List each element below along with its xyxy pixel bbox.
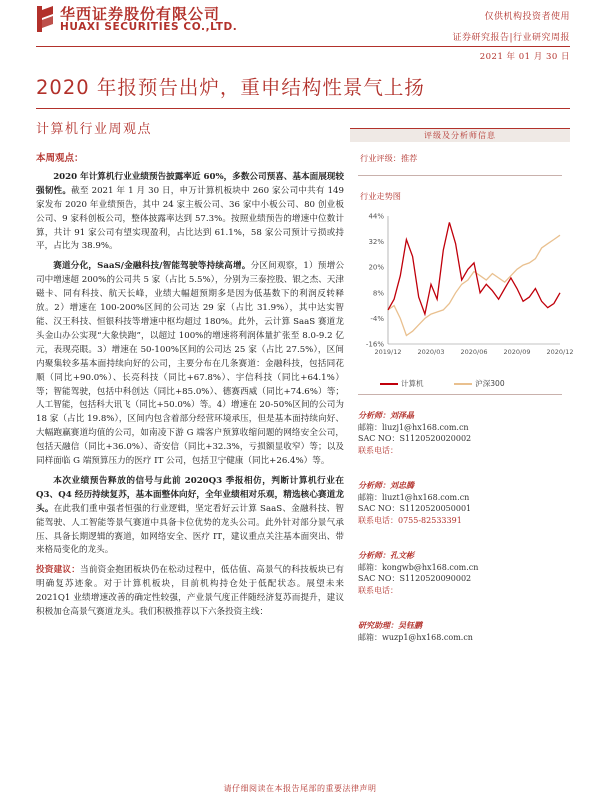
paragraph-4 [36,564,344,620]
company-name-en: HUAXI SECURITIES CO.,LTD. [60,21,238,33]
section-title: 本周观点： [36,153,84,164]
main-text-column [36,152,344,620]
industry-rating: 行业评级：推荐 [360,153,418,163]
x-tick-label: 2019/12 [374,348,402,356]
y-tick-label: 8% [372,289,384,298]
title-divider [36,108,570,109]
analyst-block [358,550,563,596]
x-tick-label: 2020/03 [417,348,445,356]
legend-label-computer: 计算机 [401,379,424,388]
paragraph-1-lead: 2020 年计算机行业业绩预告披露率近 60%，多数公司预喜、基本面展现较强韧性。 [36,171,344,196]
y-tick-label: -16% [365,340,384,349]
investment-advice-label: 投资建议： [36,565,81,576]
paragraph-2-lead: 赛道分化，SaaS/金融科技/智能驾驶等持续高增。 [53,261,251,272]
legend-swatch-hs300 [454,383,472,385]
paragraph-4-body: 当前资金抱团板块仍在松动过程中，低估值、高景气的科技板块已有明确复苏迹象。对于计算机板块，目前机构持仓处于低配状态。展望未来 2021Q1 业绩增速改善的确定性较强，产业景气度正伴随经济复苏而提升，建议积极加仓高景气赛道龙头。我们积极推荐以下六条投资主线： [36,565,344,618]
report-subtitle: 计算机行业周观点 [36,122,153,137]
analyst-email: 邮箱：wuzp1@hx168.com.cn [358,632,473,642]
analyst-block [358,480,563,526]
analyst-phone: 联系电话： [358,585,398,595]
analyst-name: 分析师：孔文彬 [358,550,414,560]
analyst-block [358,410,563,456]
trend-chart-label: 行业走势图 [360,191,401,201]
paragraph-1 [36,171,344,254]
paragraph-3 [36,475,344,558]
analyst-phone: 联系电话： [358,445,398,455]
info-header: 评级及分析师信息 [350,128,570,142]
analyst-sac: SAC NO：S1120520020002 [358,434,472,443]
legend-label-hs300: 沪深300 [475,379,505,388]
legal-notice-footer: 请仔细阅读在本报告尾部的重要法律声明 [223,784,377,793]
industry-trend-chart [354,208,574,368]
chart-divider [358,394,562,395]
report-type-tag: 证券研究报告|行业研究周报 [452,33,570,43]
y-tick-label: -4% [370,314,384,323]
x-tick-label: 2020/06 [460,348,488,356]
company-logo-icon [36,4,54,34]
header-divider [36,46,570,47]
analyst-email: 邮箱：liuzj1@hx168.com.cn [358,422,469,432]
analyst-sac: SAC NO：S1120520090002 [358,574,472,583]
analyst-name: 分析师：刘泽晶 [358,410,414,420]
legend-swatch-computer [380,383,398,385]
paragraph-2 [36,260,344,469]
rating-divider [358,175,562,176]
x-tick-label: 2020/12 [546,348,574,356]
paragraph-3-body: 在此我们重申强者恒强的行业逻辑，坚定看好云计算 SaaS、金融科技、智能驾驶、人工智能等景气赛道中具备卡位优势的龙头公司。此外针对部分景气承压、具备长期逻辑的赛道，如网络安全、医疗 IT，建议重点关注基本面突出、带来格局变化的龙头。 [36,503,344,556]
analyst-email: 邮箱：liuzt1@hx168.com.cn [358,492,470,502]
y-tick-label: 32% [368,238,384,247]
sidebar-panel [350,128,574,783]
paragraph-1-body: 截至 2021 年 1 月 30 日，申万计算机板块中 260 家公司中共有 149 家发布 2020 年业绩预告，其中 24 家主板公司、36 家中小板公司、80 创业板公司、9 家科创板公司，整体披露率达到 57.3%。按照业绩预告的增速中位数计算，共计 91 家公司有望实现盈利，占比达到 61.1%，58 家公司预计亏损或持平，占比为 38.9%。 [36,185,344,252]
paragraph-2-body: 分区间观察，1）预增公司中增速超 200%的公司共 5 家（占比 5.5%），分别为三泰控股、银之杰、天津磁卡、同有科技、航天长峰，业绩大幅超预期多是因为低基数下的利润反转释放。2）增速在 100-200%区间的公司达 29 家（占比 31.9%），其中达实智能、汉王科技、恒银科技等增速中枢均超过 180%。此外，云计算 SaaS 赛道龙头金山办公实现“大象快跑”，以超过 100%的增速将利润体量扩张至 8.0-9.2 亿元，表现亮眼。3）增速在 50-100%区间的公司达 25 家（占比 27.5%），区间内聚集较多基本面持续向好的公司，主要分布在几条赛道：金融科技，包括同花顺（同比+90.0%）、长亮科技（同比+67.8%）、宇信科技（同比+64.1%）等；智能驾驶，包括中科创达（同比+85.0%）、德赛西威（同比+74.6%）等；人工智能，包括科大讯飞（同比+50.0%）等。4）增速在 20-50%区间的公司为 18 家（占比 19.8%），区间内包含着部分经营环境承压，但是基本面持续向好、大幅跑赢赛道均值的公司，如南凌下游 G 端客户预算收缩问题的网络安全公司，包括天融信（同比+36.0%）、奇安信（同比+32.3%，亏损额显收窄）等；以及同样面临 G 端预算压力的医疗 IT 公司，包括卫宁健康（同比+26.4%）等。 [36,261,344,467]
analyst-name: 分析师：刘忠腾 [358,480,414,490]
series-line-hs300 [388,235,560,335]
paragraph-3-lead: 本次业绩预告释放的信号与此前 2020Q3 季报相仿，判断计算机行业在 Q3、Q4 经历持续复苏，基本面整体向好，全年业绩相对乐观，精选核心赛道龙头。 [36,475,344,514]
y-tick-label: 20% [368,263,384,272]
audience-tag: 仅供机构投资者使用 [484,12,570,22]
analyst-name: 研究助理：吴钰鹏 [358,620,422,630]
analyst-block [358,620,563,643]
y-tick-label: 44% [368,212,384,221]
analyst-email: 邮箱：kongwb@hx168.com.cn [358,562,479,572]
series-line-computer [388,222,560,314]
company-name-cn: 华西证券股份有限公司 [60,5,221,23]
x-tick-label: 2020/09 [503,348,531,356]
report-title: 2020 年报预告出炉，重申结构性景气上扬 [36,76,425,99]
analyst-sac: SAC NO：S1120520050001 [358,504,472,513]
chart-legend [380,378,505,389]
analyst-phone: 联系电话：0755-82533391 [358,515,462,525]
report-date: 2021 年 01 月 30 日 [479,52,570,62]
